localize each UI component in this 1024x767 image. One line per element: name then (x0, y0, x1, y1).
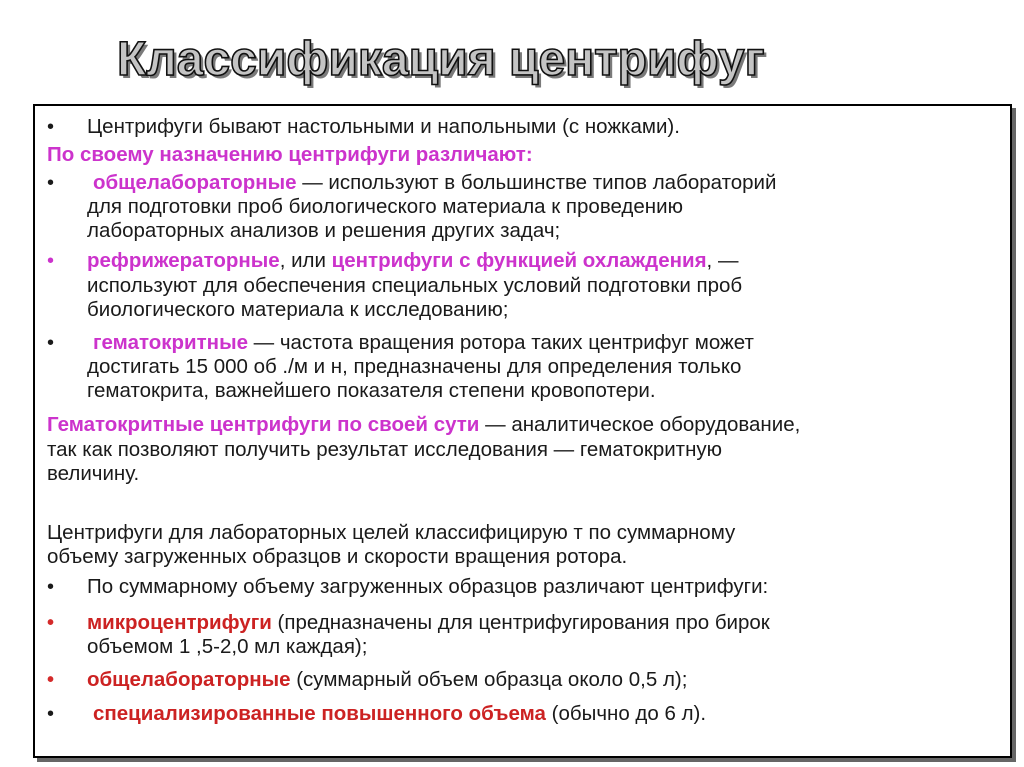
bullet-marker: • (47, 332, 55, 354)
bullet-marker: • (47, 250, 55, 272)
text-line: используют для обеспечения специальных условий подготовки проб (87, 274, 743, 297)
text-line: общелабораторные — используют в большинстве типов лабораторий (93, 171, 777, 194)
text-line: величину. (47, 462, 140, 485)
text-line: для подготовки проб биологического материала к проведению (87, 195, 683, 218)
text-line: Гематокритные центрифуги по своей сути — аналитическое оборудование, (47, 413, 801, 436)
page-title: Классификация центрифуг (117, 33, 765, 86)
text-line: специализированные повышенного объема (обычно до 6 л). (93, 702, 707, 725)
bullet-marker: • (47, 576, 55, 598)
section-heading: По своему назначению центрифуги различают: (47, 143, 533, 166)
text-line: общелабораторные (суммарный объем образца около 0,5 л); (87, 668, 688, 691)
text-line: Центрифуги бывают настольными и напольными (с ножками). (87, 115, 680, 138)
bullet-marker: • (47, 703, 55, 725)
text-line: гематокрита, важнейшего показателя степени кровопотери. (87, 379, 656, 402)
text-line: рефрижераторные, или центрифуги с функцией охлаждения, — (87, 249, 739, 272)
content-box (33, 104, 1012, 758)
text-line: достигать 15 000 об ./м и н, предназначены для определения только (87, 355, 742, 378)
text-line: гематокритные — частота вращения ротора таких центрифуг может (93, 331, 754, 354)
bullet-marker: • (47, 172, 55, 194)
text-line: так как позволяют получить результат исследования — гематокритную (47, 438, 723, 461)
text-line: микроцентрифуги (предназначены для центрифугирования про бирок (87, 611, 770, 634)
text-line: По суммарному объему загруженных образцов различают центрифуги: (87, 575, 769, 598)
bullet-marker: • (47, 669, 55, 691)
bullet-marker: • (47, 612, 55, 634)
text-line: объемом 1 ,5-2,0 мл каждая); (87, 635, 368, 658)
bullet-marker: • (47, 116, 55, 138)
text-line: Центрифуги для лабораторных целей классифицирую т по суммарному (47, 521, 736, 544)
text-line: лабораторных анализов и решения других задач; (87, 219, 561, 242)
text-line: биологического материала к исследованию; (87, 298, 509, 321)
text-line: объему загруженных образцов и скорости вращения ротора. (47, 545, 628, 568)
